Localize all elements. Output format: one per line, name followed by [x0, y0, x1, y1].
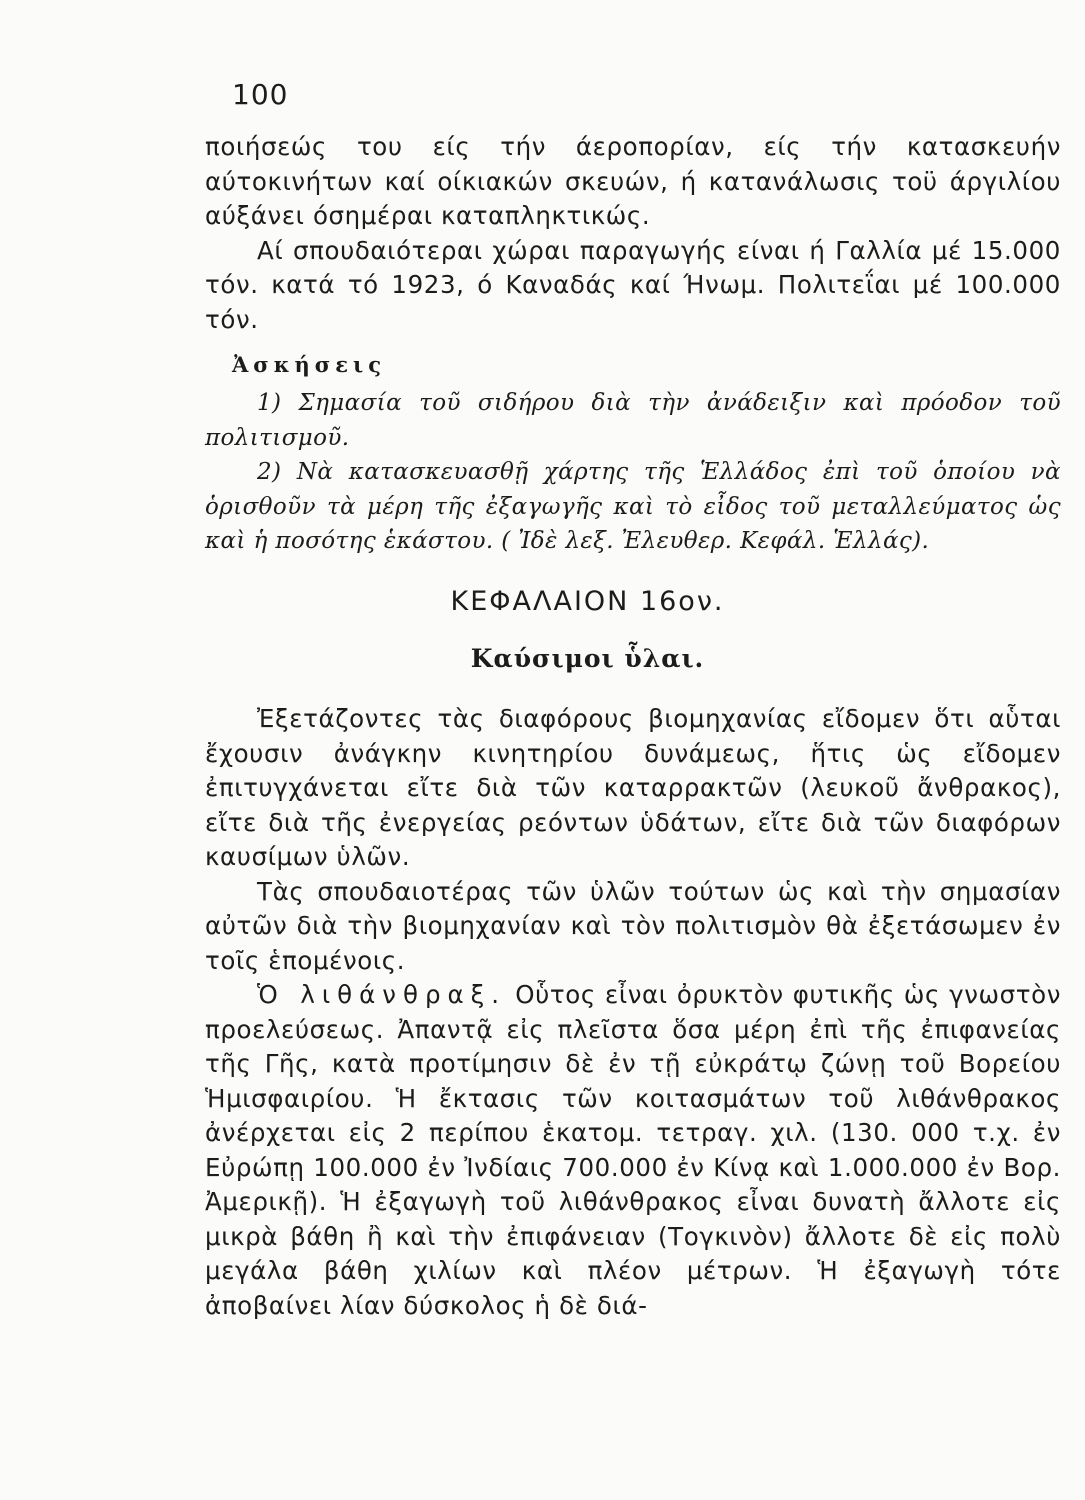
main-paragraph-1: Ἐξετάζοντες τὰς διαφόρους βιομηχανίας εἴδομεν ὅτι αὗται ἔχουσιν ἀνάγκην κινητηρίου δυνάμεως, ἥτις ὡς εἴδομεν ἐπιτυγχάνεται εἴτε διὰ τῶν καταρρακτῶν (λευκοῦ ἄνθρακος), εἴτε διὰ τῆς ἐνεργείας ρεόντων ὑδάτων, εἴτε διὰ τῶν διαφόρων καυσίμων ὑλῶν.	[205, 704, 1061, 871]
section-title: Καύσιμοι ὗλαι.	[470, 644, 705, 673]
page-number: 100	[232, 78, 289, 111]
exercises-heading: Ἀσκήσεις	[232, 352, 386, 377]
main-paragraph-2: Τὰς σπουδαιοτέρας τῶν ὑλῶν τούτων ὡς καὶ τὴν σημασίαν αὐτῶν διὰ τὴν βιομηχανίαν καὶ τὸν πολιτισμὸν θὰ ἐξετάσωμεν ἐν τοῖς ἑπομένοις.	[205, 876, 1061, 975]
chapter-title: ΚΕΦΑΛΑΙΟΝ 16ον.	[450, 586, 725, 617]
exercises-list	[205, 386, 1061, 559]
anthrax-text: Οὗτος εἶναι ὀρυκτὸν φυτικῆς ὡς γνωστὸν προελεύσεως. Ἀπαντᾷ εἰς πλεῖστα ὅσα μέρη ἐπὶ τῆς ἐπιφανείας τῆς Γῆς, κατὰ προτίμησιν δὲ ἐν τῇ εὐκράτῳ ζώνῃ τοῦ Βορείου Ἡμισφαιρίου. Ἡ ἔκτασις τῶν κοιτασμάτων τοῦ λιθάνθρακος ἀνέρχεται εἰς 2 περίπου ἑκατομ. τετραγ. χιλ. (130. 000 τ.χ. ἐν Εὐρώπῃ 100.000 ἐν Ἰνδίαις 700.000 ἐν Κίνᾳ καὶ 1.000.000 ἐν Βορ. Ἀμερικῇ). Ἡ ἐξαγωγὴ τοῦ λιθάνθρακος εἶναι δυνατὴ ἄλλοτε εἰς μικρὰ βάθη ἢ καὶ τὴν ἐπιφάνειαν (Τογκινὸν) ἄλλοτε δὲ εἰς πολὺ μεγάλα βάθη χιλίων καὶ πλέον μέτρων. Ἡ ἐξαγωγὴ τότε ἀποβαίνει λίαν δύσκολος ἡ δὲ διά-	[205, 980, 1061, 1320]
intro-text	[205, 130, 1061, 337]
anthrax-paragraph	[205, 978, 1061, 1323]
intro-paragraph-2: Αί σπουδαιότεραι χώραι παραγωγής είναι ή Γαλλία μέ 15.000 τόν. κατά τό 1923, ό Καναδάς καί Ήνωμ. Πολιτεΐαι μέ 100.000 τόν.	[205, 235, 1061, 334]
intro-paragraph-1: ποιήσεώς του είς τήν άεροπορίαν, είς τήν κατασκευήν αύτοκινήτων καί οίκιακών σκευών, ή κατανάλωσις τοϋ άργιλίου αύξάνει όσημέραι καταπληκτικώς.	[205, 132, 1061, 230]
exercise-item-2: 2) Νὰ κατασκευασθῇ χάρτης τῆς Ἑλλάδος ἐπὶ τοῦ ὁποίου νὰ ὁρισθοῦν τὰ μέρη τῆς ἐξαγωγῆς καὶ τὸ εἶδος τοῦ μεταλλεύματος ὡς καὶ ἡ ποσότης ἑκάστου. ( Ἰδὲ λεξ. Ἐλευθερ. Κεφάλ. Ἑλλάς).	[205, 459, 1061, 554]
exercise-item-1: 1) Σημασία τοῦ σιδήρου διὰ τὴν ἀνάδειξιν καὶ πρόοδον τοῦ πολιτισμοῦ.	[205, 390, 1061, 451]
anthrax-lead: Ὁ λιθάνθραξ.	[257, 980, 507, 1009]
main-text	[205, 702, 1061, 1323]
